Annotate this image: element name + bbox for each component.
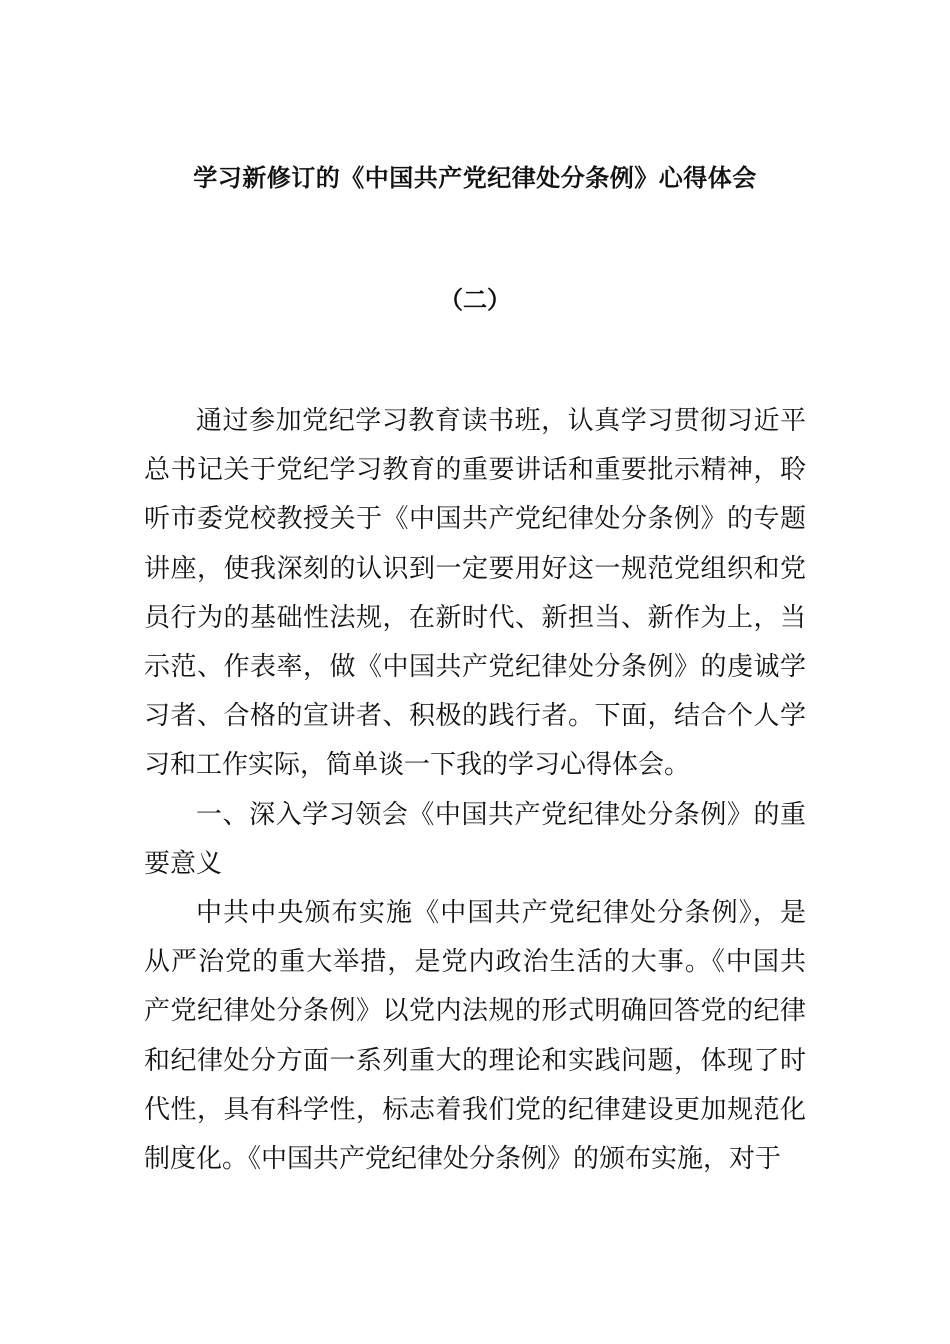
paragraph-intro: 通过参加党纪学习教育读书班，认真学习贯彻习近平总书记关于党纪学习教育的重要讲话和重要批示精神，聆听市委党校教授关于《中国共产党纪律处分条例》的专题讲座，使我深刻的认识到一定要用好这一规范党组织和党员行为的基础性法规，在新时代、新担当、新作为上，当示范、作表率，做《中国共产党纪律处分条例》的虔诚学习者、合格的宣讲者、积极的践行者。下面，结合个人学习和工作实际，简单谈一下我的学习心得体会。 xyxy=(144,406,806,781)
document-title: 学习新修订的《中国共产党纪律处分条例》心得体会 xyxy=(193,164,757,192)
document-body xyxy=(144,397,806,1184)
section-heading-1: 一、深入学习领会《中国共产党纪律处分条例》的重要意义 xyxy=(144,799,806,879)
paragraph-significance: 中共中央颁布实施《中国共产党纪律处分条例》，是从严治党的重大举措，是党内政治生活的大事。《中国共产党纪律处分条例》以党内法规的形式明确回答党的纪律和纪律处分方面一系列重大的理论和实践问题，体现了时代性，具有科学性，标志着我们党的纪律建设更加规范化制度化。《中国共产党纪律处分条例》的颁布实施，对于 xyxy=(144,898,806,1175)
document-subtitle: （二） xyxy=(439,286,511,314)
